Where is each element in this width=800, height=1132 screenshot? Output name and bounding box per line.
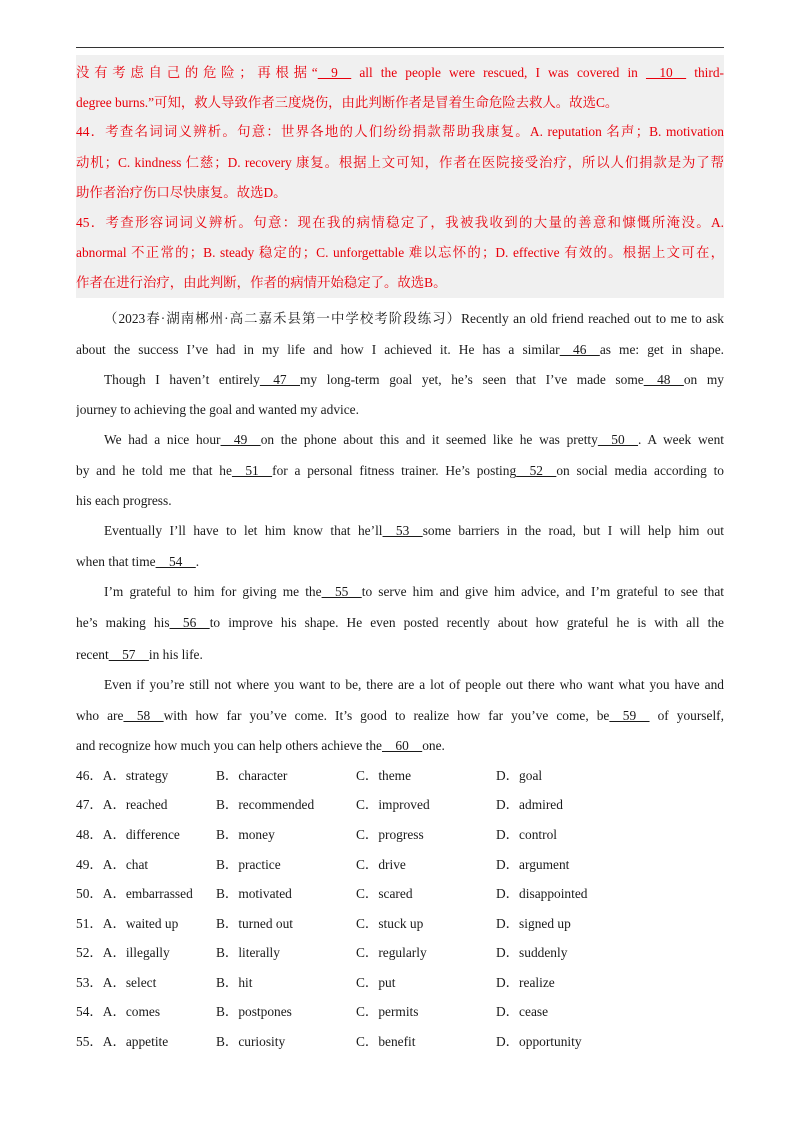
blank-number: 10 <box>645 65 687 80</box>
option-b: B．practice <box>216 857 281 872</box>
option-c: C．scared <box>356 886 413 901</box>
blank-number: 48 <box>643 372 684 387</box>
answer-line: degree burns.”可知，救人导致作者三度烧伤，由此判断作者是冒着生命危险去救人。故选C。 <box>76 95 619 110</box>
blank-number: 49 <box>220 432 261 447</box>
option-a: 50．A．embarrassed <box>76 886 193 901</box>
answer-line: 助作者治疗伤口尽快康复。故选D。 <box>76 185 287 200</box>
option-b: B．postpones <box>216 1004 292 1019</box>
option-d: D．disappointed <box>496 886 588 901</box>
option-row <box>76 914 724 934</box>
blank-number: 46 <box>559 342 600 357</box>
option-b: B．hit <box>216 975 253 990</box>
option-d: D．goal <box>496 768 543 783</box>
option-d: D．opportunity <box>496 1034 582 1049</box>
blank-number: 9 <box>317 65 352 80</box>
option-row <box>76 1032 724 1052</box>
option-d: D．suddenly <box>496 945 568 960</box>
option-d: D．admired <box>496 797 563 812</box>
passage-line: journey to achieving the goal and wanted my advice. <box>76 402 359 417</box>
option-row <box>76 884 724 904</box>
passage-line: by and he told me that he 51 for a personal fitness trainer. He’s posting 52 on social media according to <box>76 463 724 478</box>
passage-line: about the success I’ve had in my life and how I achieved it. He has a similar 46 as me: get in shape. <box>76 342 724 357</box>
option-a: 46．A．strategy <box>76 768 169 783</box>
passage-line: recent 57 in his life. <box>76 647 203 662</box>
blank-number: 53 <box>382 523 423 538</box>
option-b: B．motivated <box>216 886 292 901</box>
blank-number: 50 <box>597 432 639 447</box>
option-a: 54．A．comes <box>76 1004 161 1019</box>
option-d: D．cease <box>496 1004 549 1019</box>
passage-line: Eventually I’ll have to let him know that he’ll 53 some barriers in the road, but I will help him out <box>104 523 724 538</box>
blank-number: 52 <box>516 463 557 478</box>
passage-line: Even if you’re still not where you want to be, there are a lot of people out there who want what you have and <box>104 677 724 692</box>
option-b: B．curiosity <box>216 1034 286 1049</box>
option-row <box>76 766 724 786</box>
option-a: 47．A．reached <box>76 797 168 812</box>
blank-number: 59 <box>609 708 650 723</box>
answer-line: 45．考查形容词词义辨析。句意：现在我的病情稳定了，我被我收到的大量的善意和慷慨所淹没。A. <box>76 215 724 230</box>
passage-line: Though I haven’t entirely 47 my long-term goal yet, he’s seen that I’ve made some 48 on my <box>104 372 724 387</box>
passage-line: he’s making his 56 to improve his shape. He even posted recently about how grateful he is with all the <box>76 615 724 630</box>
passage-line: We had a nice hour 49 on the phone about this and it seemed like he was pretty 50 . A week went <box>104 432 724 447</box>
passage-line: his each progress. <box>76 493 172 508</box>
option-c: C．regularly <box>356 945 427 960</box>
passage-line: （2023春·湖南郴州·高二嘉禾县第一中学校考阶段练习）Recently an old friend reached out to me to ask <box>104 311 724 326</box>
answer-line: abnormal 不正常的；B. steady 稳定的；C. unforgettable 难以忘怀的；D. effective 有效的。根据上文可在， <box>76 245 724 260</box>
option-b: B．character <box>216 768 288 783</box>
option-row <box>76 855 724 875</box>
option-b: B．money <box>216 827 275 842</box>
option-row <box>76 943 724 963</box>
option-row <box>76 1002 724 1022</box>
blank-number: 51 <box>231 463 273 478</box>
option-d: D．control <box>496 827 557 842</box>
answer-line: 动机；C. kindness 仁慈；D. recovery 康复。根据上文可知，作者在医院接受治疗，所以人们捐款是为了帮 <box>76 155 724 170</box>
option-row <box>76 825 724 845</box>
blank-number: 60 <box>382 738 423 753</box>
option-c: C．stuck up <box>356 916 424 931</box>
option-c: C．improved <box>356 797 430 812</box>
option-a: 52．A．illegally <box>76 945 170 960</box>
option-b: B．literally <box>216 945 280 960</box>
option-row <box>76 973 724 993</box>
option-a: 49．A．chat <box>76 857 149 872</box>
blank-number: 55 <box>321 584 362 599</box>
blank-number: 56 <box>169 615 210 630</box>
answer-line: 作者在进行治疗，由此判断，作者的病情开始稳定了。故选B。 <box>76 275 447 290</box>
answer-line: 44．考查名词词义辨析。句意：世界各地的人们纷纷捐款帮助我康复。A. reputation 名声；B. motivation <box>76 124 724 139</box>
passage-line: when that time 54 . <box>76 554 200 569</box>
passage-line: who are 58 with how far you’ve come. It’s good to realize how far you’ve come, be 59 of yourself, <box>76 708 724 723</box>
option-c: C．drive <box>356 857 406 872</box>
option-a: 55．A．appetite <box>76 1034 169 1049</box>
answer-line: 没有考虑自己的危险；再根据“ 9 all the people were rescued, I was covered in 10 third- <box>76 65 724 80</box>
blank-number: 58 <box>123 708 164 723</box>
passage-line: I’m grateful to him for giving me the 55 to serve him and give him advice, and I’m grateful to see that <box>104 584 724 599</box>
option-a: 48．A．difference <box>76 827 180 842</box>
blank-number: 57 <box>108 647 149 662</box>
option-d: D．argument <box>496 857 570 872</box>
option-c: C．progress <box>356 827 424 842</box>
option-row <box>76 795 724 815</box>
option-b: B．turned out <box>216 916 293 931</box>
passage-line: and recognize how much you can help others achieve the 60 one. <box>76 738 445 753</box>
option-b: B．recommended <box>216 797 315 812</box>
blank-number: 47 <box>259 372 301 387</box>
option-c: C．benefit <box>356 1034 416 1049</box>
option-d: D．realize <box>496 975 555 990</box>
option-c: C．theme <box>356 768 412 783</box>
answer-explanation-box <box>76 55 724 298</box>
option-a: 51．A．waited up <box>76 916 179 931</box>
option-c: C．put <box>356 975 396 990</box>
option-c: C．permits <box>356 1004 419 1019</box>
option-a: 53．A．select <box>76 975 157 990</box>
option-d: D．signed up <box>496 916 571 931</box>
blank-number: 54 <box>155 554 196 569</box>
header-rule <box>76 47 724 48</box>
